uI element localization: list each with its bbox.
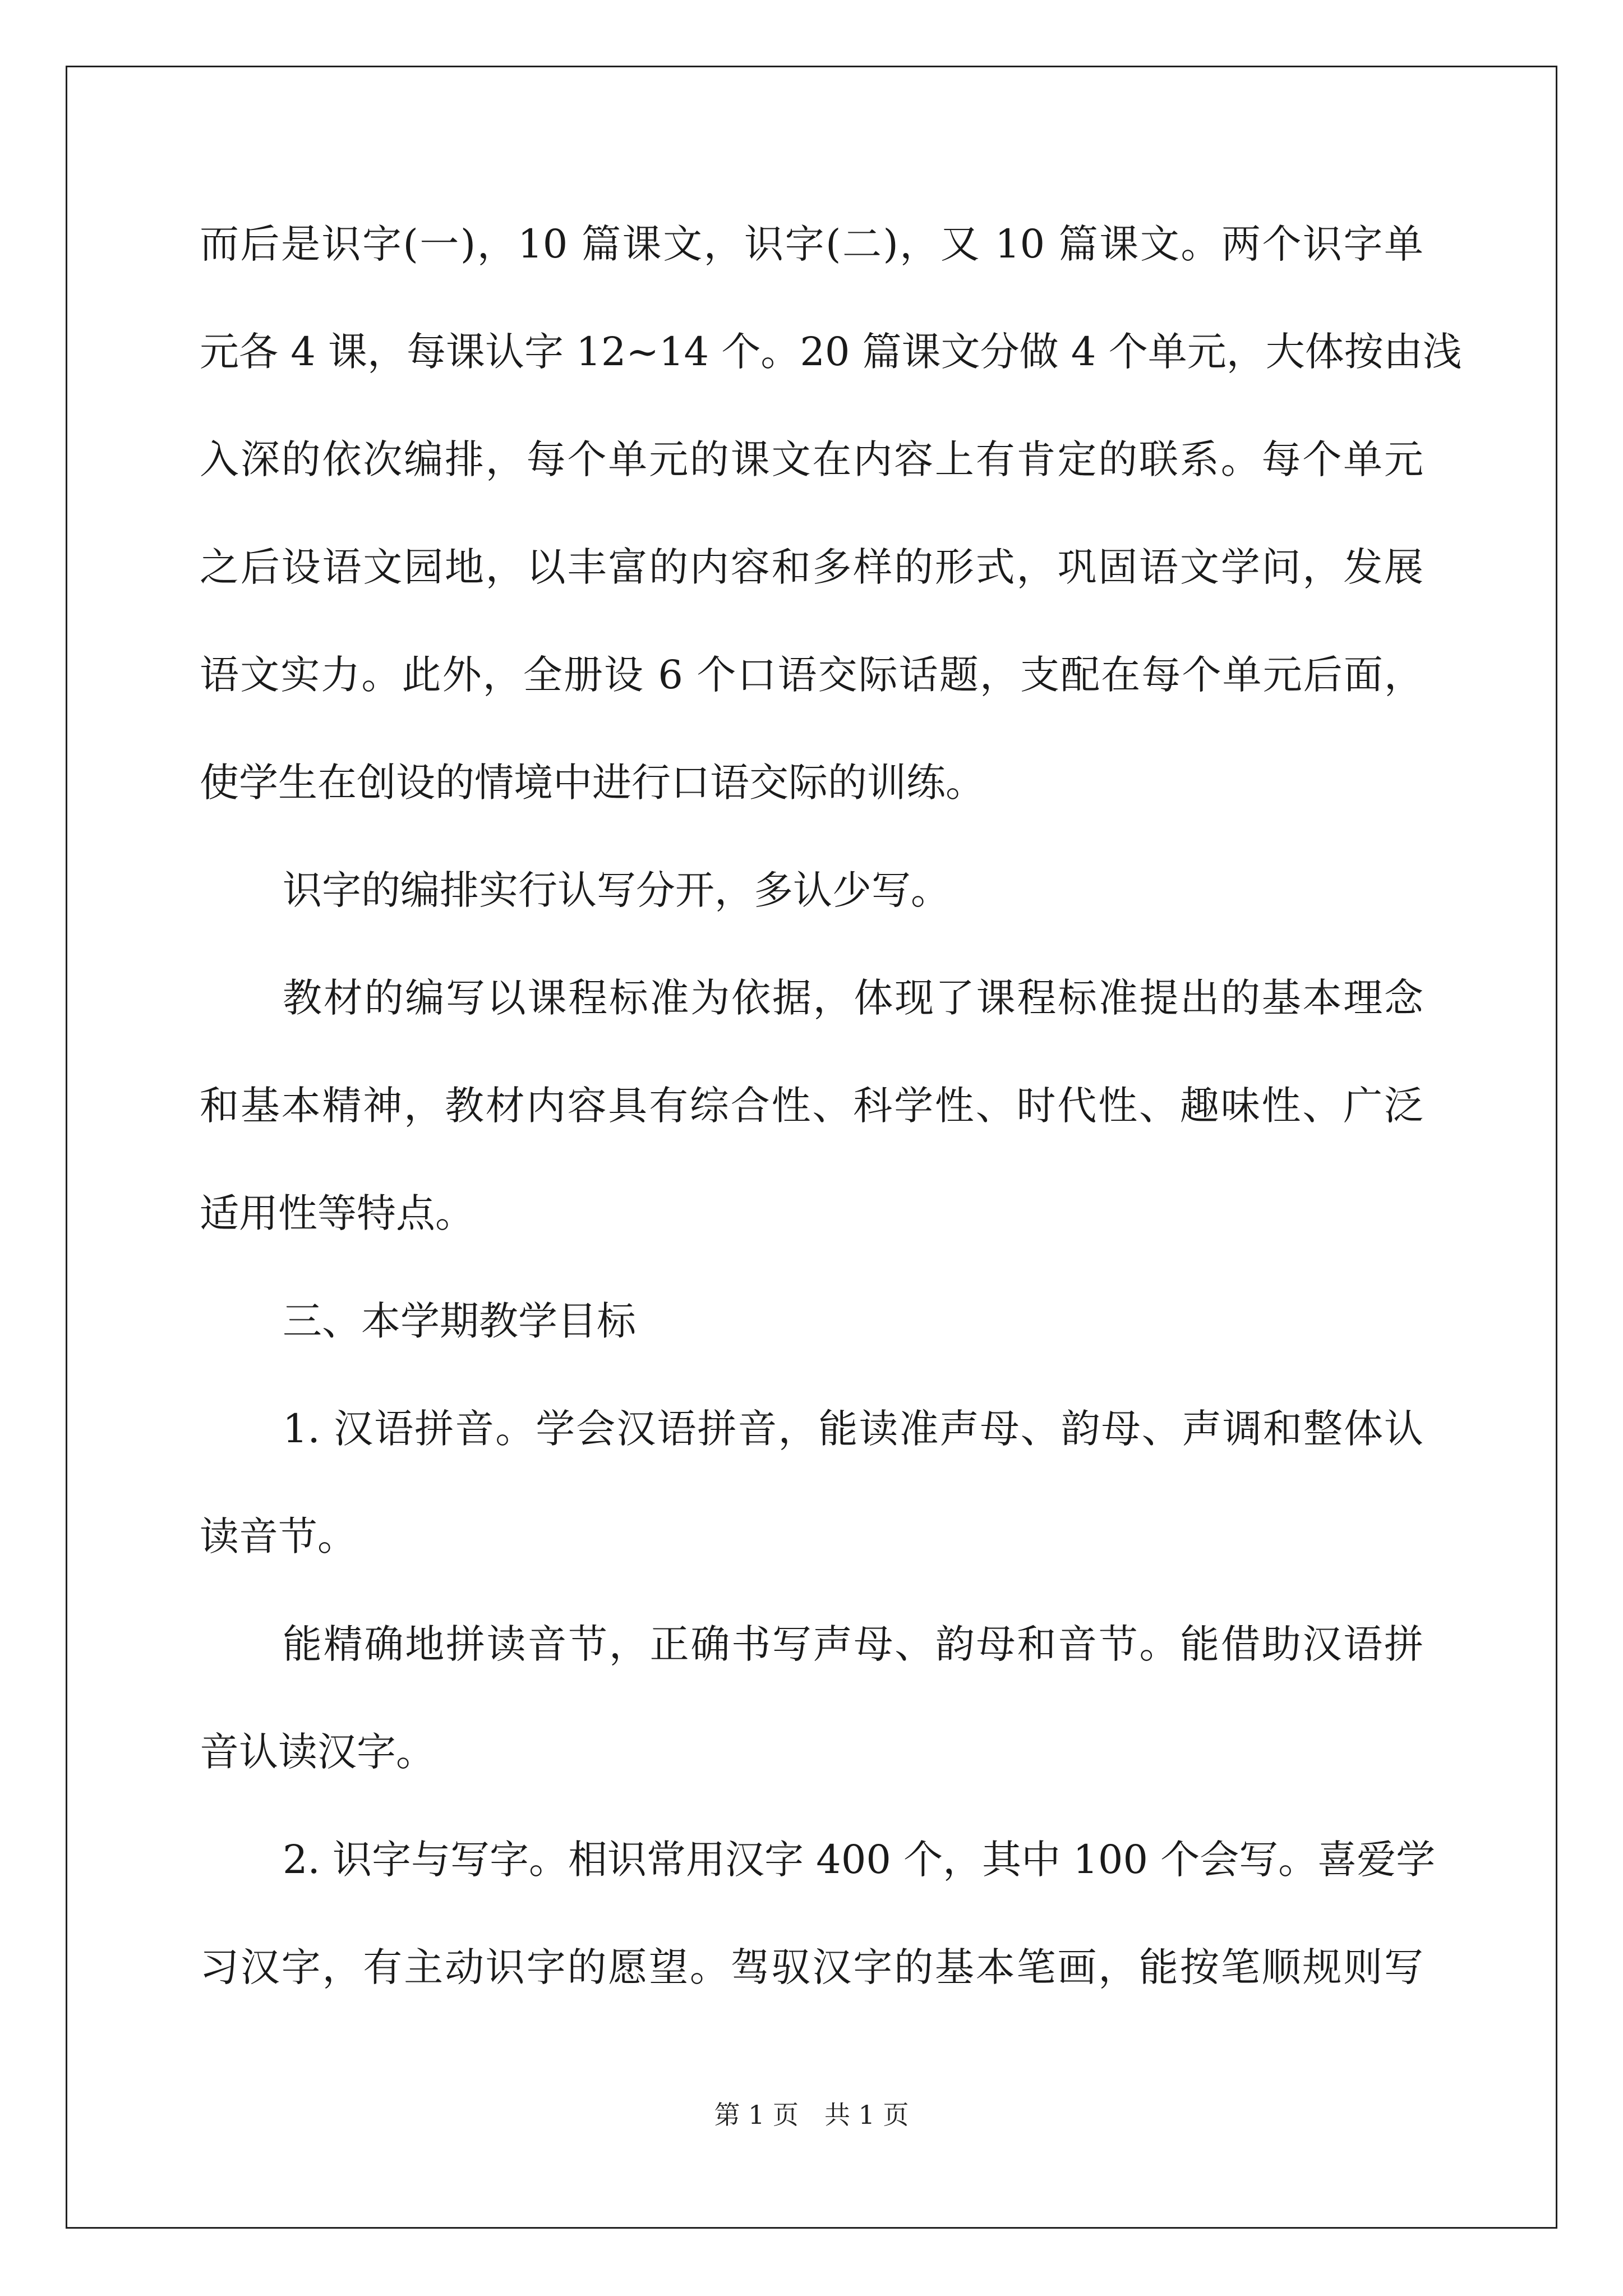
text-line: 习汉字，有主动识字的愿望。驾驭汉字的基本笔画，能按笔顺规则写 <box>200 1944 1423 1990</box>
text-line: 使学生在创设的情境中进行口语交际的训练。 <box>200 760 985 806</box>
page-border <box>66 66 1557 2229</box>
text-line: 读音节。 <box>200 1513 357 1559</box>
text-line: 入深的依次编排，每个单元的课文在内容上有肯定的联系。每个单元 <box>200 436 1423 482</box>
section-heading: 三、本学期教学目标 <box>283 1298 636 1344</box>
page-number-footer: 第 1 页 共 1 页 <box>714 2100 909 2130</box>
text-line: 能精确地拼读音节，正确书写声母、韵母和音节。能借助汉语拼 <box>283 1621 1423 1667</box>
text-line: 1. 汉语拼音。学会汉语拼音，能读准声母、韵母、声调和整体认 <box>283 1406 1423 1452</box>
text-line: 2. 识字与写字。相识常用汉字 400 个，其中 100 个会写。喜爱学 <box>283 1837 1436 1883</box>
text-line: 而后是识字(一)，10 篇课文，识字(二)，又 10 篇课文。两个识字单 <box>200 221 1423 267</box>
text-line: 元各 4 课，每课认字 12~14 个。20 篇课文分做 4 个单元，大体按由浅 <box>200 329 1462 375</box>
text-line: 适用性等特点。 <box>200 1190 474 1236</box>
text-line: 识字的编排实行认写分开，多认少写。 <box>283 867 950 913</box>
text-line: 语文实力。此外，全册设 6 个口语交际话题，支配在每个单元后面， <box>200 652 1423 698</box>
text-line: 教材的编写以课程标准为依据，体现了课程标准提出的基本理念 <box>283 975 1423 1021</box>
text-line: 之后设语文园地，以丰富的内容和多样的形式，巩固语文学问，发展 <box>200 544 1423 590</box>
text-line: 音认读汉字。 <box>200 1729 435 1775</box>
text-line: 和基本精神，教材内容具有综合性、科学性、时代性、趣味性、广泛 <box>200 1083 1423 1129</box>
